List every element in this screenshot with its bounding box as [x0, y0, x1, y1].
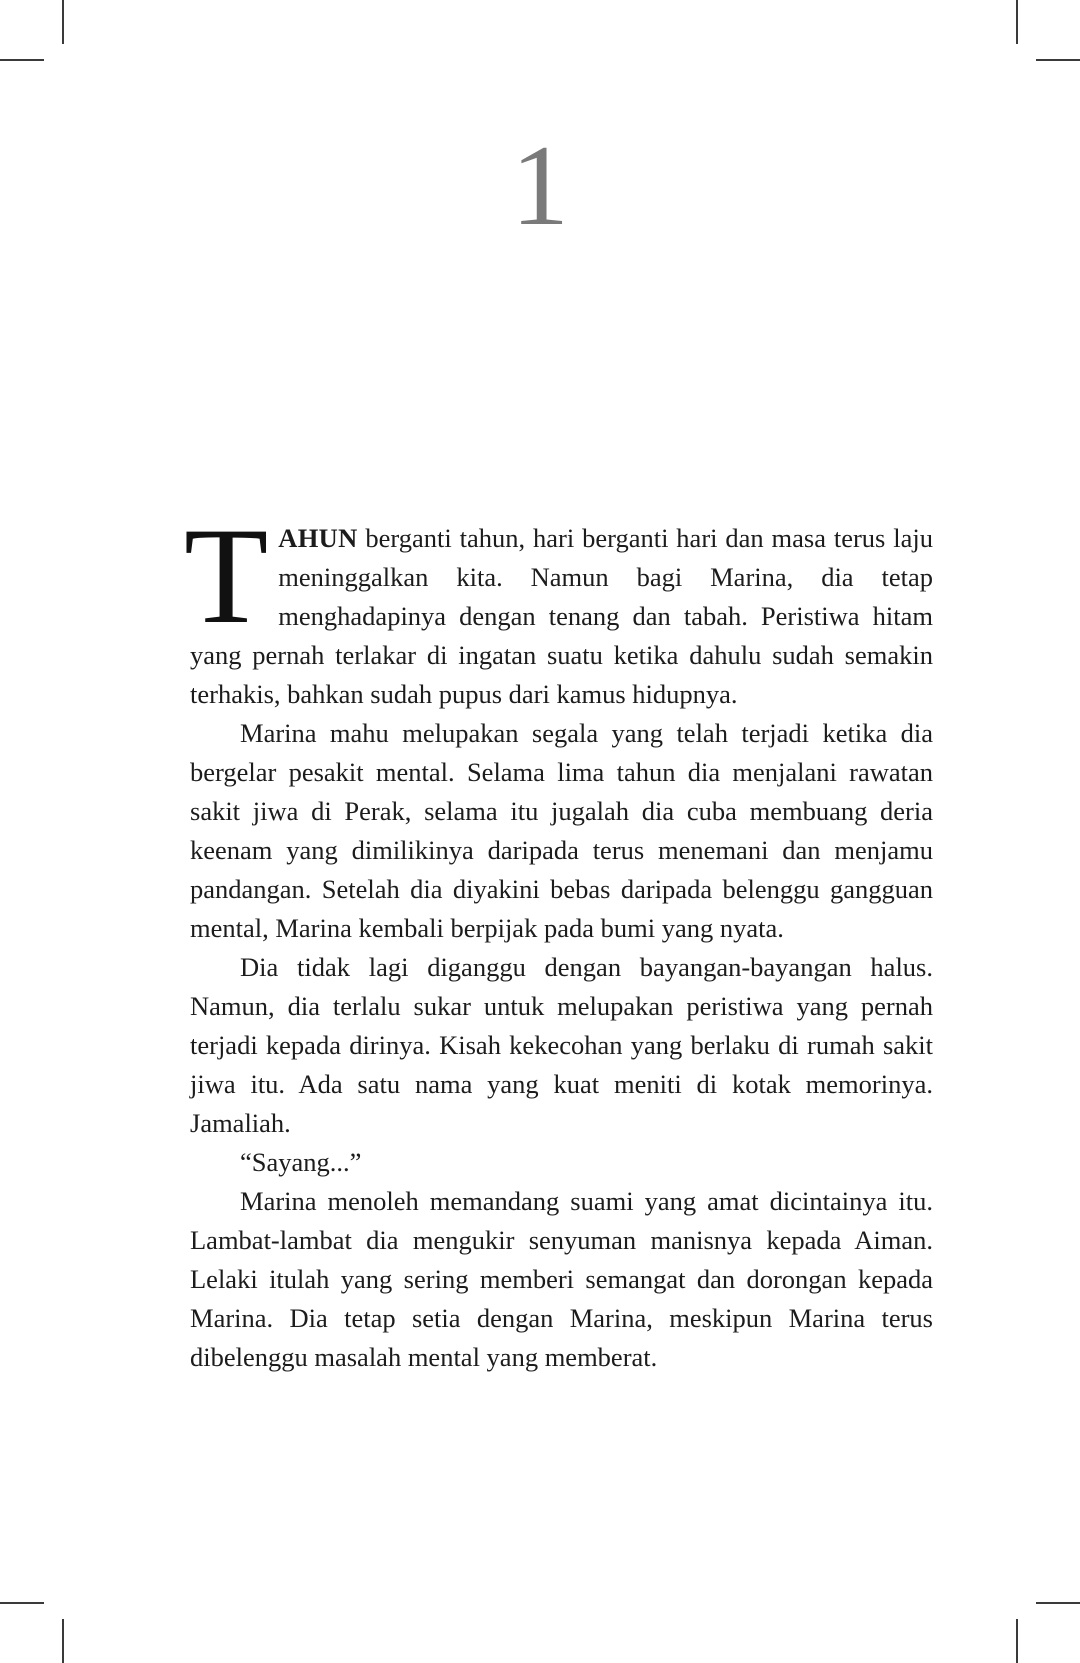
drop-cap: T	[184, 499, 269, 652]
paragraph-3: Dia tidak lagi diganggu dengan bayangan-bayangan halus. Namun, dia terlalu sukar untuk melupakan peristiwa yang pernah terjadi kepada dirinya. Kisah kekecohan yang berlaku di rumah sakit jiwa itu. Ada satu nama yang kuat meniti di kotak memorinya. Jamaliah.	[190, 952, 933, 1138]
crop-mark-bottom-left-horizontal	[0, 1602, 44, 1604]
crop-mark-bottom-right-vertical	[1016, 1619, 1018, 1663]
crop-mark-top-right-horizontal	[1036, 59, 1080, 61]
chapter-number: 1	[511, 122, 569, 250]
crop-mark-top-left-horizontal	[0, 59, 44, 61]
crop-mark-bottom-right-horizontal	[1036, 1602, 1080, 1604]
paragraph-1-text: berganti tahun, hari berganti hari dan masa terus laju meninggalkan kita. Namun bagi Marina, dia tetap menghadapinya dengan tenang dan tabah. Peristiwa hitam yang pernah terlakar di ingatan suatu ketika dahulu sudah semakin terhakis, bahkan sudah pupus dari kamus hidupnya.	[190, 523, 933, 709]
paragraph-4: “Sayang...”	[240, 1147, 362, 1177]
crop-mark-top-left-vertical	[62, 0, 64, 44]
crop-mark-bottom-left-vertical	[62, 1619, 64, 1663]
paragraph-1	[184, 499, 933, 714]
crop-mark-top-right-vertical	[1016, 0, 1018, 44]
paragraph-5: Marina menoleh memandang suami yang amat dicintainya itu. Lambat-lambat dia mengukir senyuman manisnya kepada Aiman. Lelaki itulah yang sering memberi semangat dan dorongan kepada Marina. Dia tetap setia dengan Marina, meskipun Marina terus dibelenggu masalah mental yang memberat.	[190, 1186, 933, 1372]
lead-word: AHUN	[278, 523, 358, 553]
paragraph-2: Marina mahu melupakan segala yang telah terjadi ketika dia bergelar pesakit mental. Selama lima tahun dia menjalani rawatan sakit jiwa di Perak, selama itu jugalah dia cuba membuang deria keenam yang dimilikinya daripada terus menemani dan menjamu pandangan. Setelah dia diyakini bebas daripada belenggu gangguan mental, Marina kembali berpijak pada bumi yang nyata.	[190, 718, 933, 943]
chapter-body	[184, 499, 933, 1377]
